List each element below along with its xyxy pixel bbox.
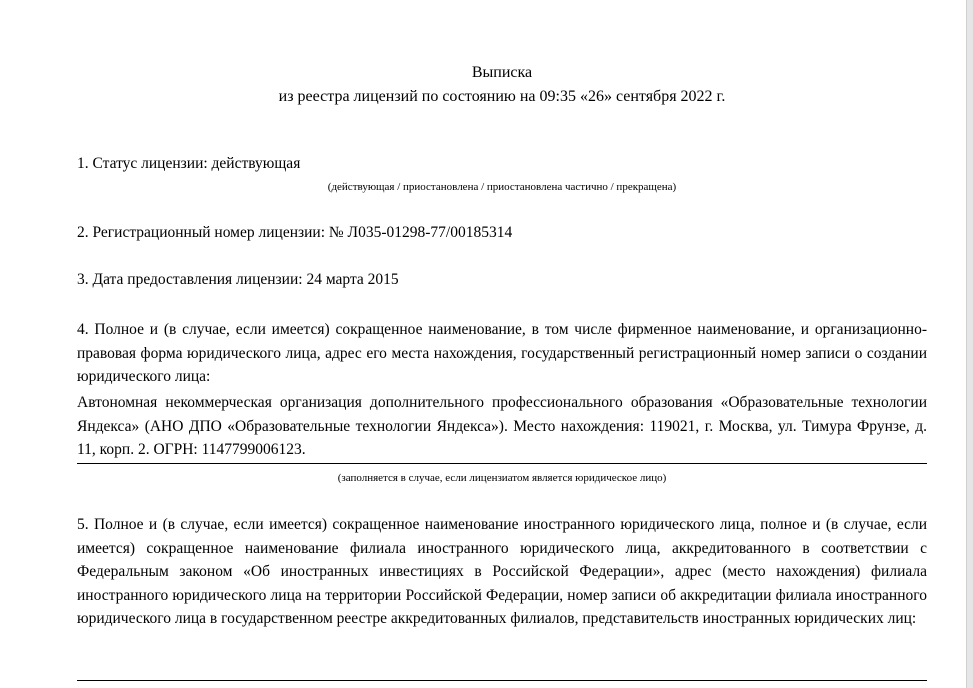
legal-entity-label: 4. Полное и (в случае, если имеется) сокращенное наименование, в том числе фирменное наименование, и организационно-правовая форма юридического лица, адрес его места нахождения, государственный регистрационный номер записи о создании юридического лица: — [77, 321, 927, 385]
legal-entity-underline — [77, 463, 927, 464]
page-scroll-edge — [966, 0, 973, 688]
license-status-hint: (действующая / приостановлена / приостановлена частично / прекращена) — [327, 181, 677, 193]
legal-entity-value: Автономная некоммерческая организация дополнительного профессионального образования «Образовательные технологии Яндекса» (АНО ДПО «Образовательные технологии Яндекса»). Место нахождения: 119021, г. Москва, ул. Тимура Фрунзе, д. 11, корп. 2. ОГРН: 1147799006123. — [77, 394, 927, 458]
legal-entity-hint: (заполняется в случае, если лицензиатом является юридическое лицо) — [337, 472, 667, 484]
document-subtitle: из реестра лицензий по состоянию на 09:35 «26» сентября 2022 г. — [278, 88, 726, 105]
license-registration-number: 2. Регистрационный номер лицензии: № Л035-01298-77/00185314 — [77, 224, 513, 241]
foreign-entity-label: 5. Полное и (в случае, если имеется) сокращенное наименование иностранного юридического лица, полное и (в случае, если имеется) сокращенное наименование филиала иностранного юридического лица, аккредитованного в соответствии с Федеральным законом «Об иностранных инвестициях в Российской Федерации», адрес (место нахождения) филиала иностранного юридического лица на территории Российской Федерации, номер записи об аккредитации филиала иностранного юридического лица в государственном реестре аккредитованных филиалов, представительств иностранных юридических лиц: — [77, 516, 927, 627]
foreign-entity-underline — [77, 680, 927, 681]
license-status: 1. Статус лицензии: действующая — [77, 155, 301, 172]
license-issue-date: 3. Дата предоставления лицензии: 24 марта 2015 — [77, 271, 399, 288]
document-title: Выписка — [471, 64, 533, 81]
